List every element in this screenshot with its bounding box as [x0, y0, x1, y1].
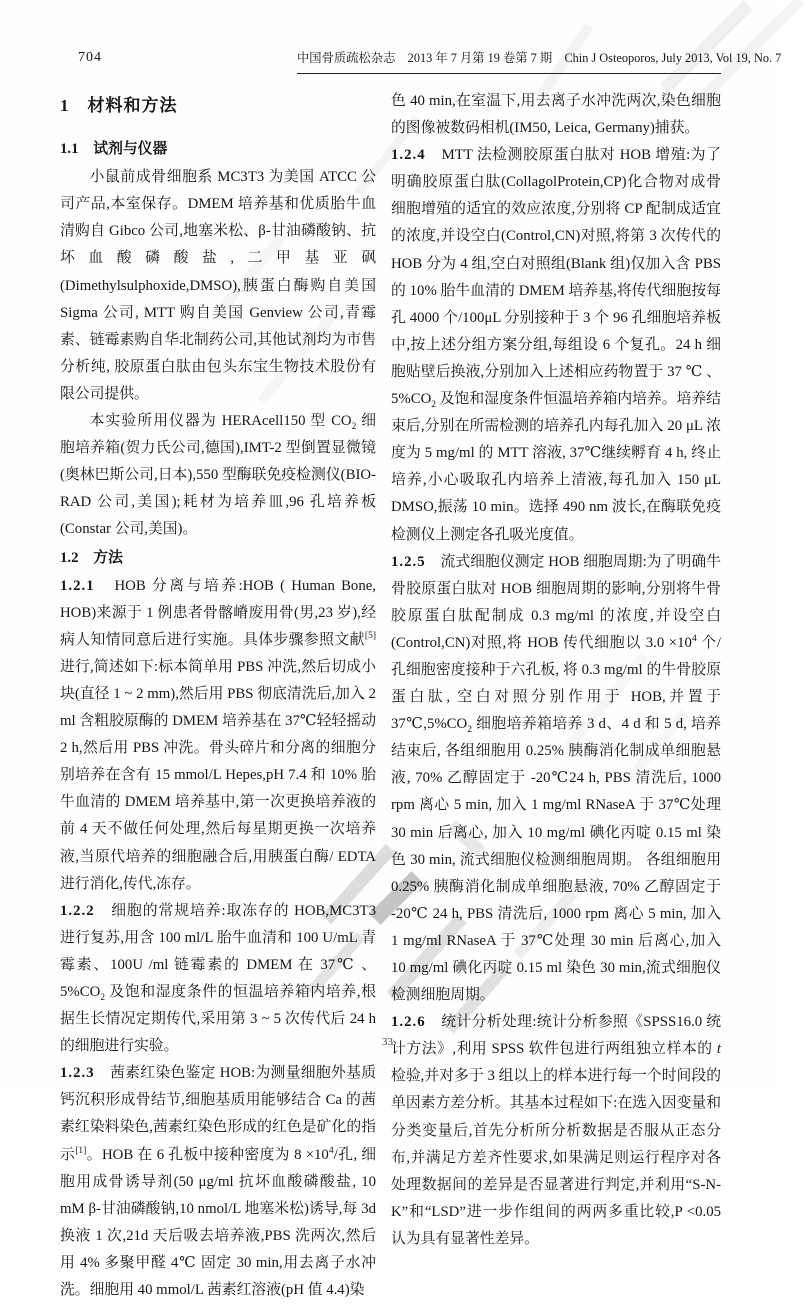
watermark-stroke — [660, 1, 753, 94]
left-column — [60, 88, 376, 1299]
page-number: 704 — [78, 50, 102, 65]
scan-page-number: 33 — [382, 1036, 393, 1048]
paragraph-number: 1.2.5 — [391, 553, 426, 570]
paragraph: 本实验所用仪器为 HERAcell150 型 $CO_2$ 细胞培养箱(贺力氏公司,德国),IMT-2 型倒置显微镜(奥林巴斯公司,日本),550 型酶联免疫检测仪(BIO-RAD 公司,美国);耗材为培养皿,96 孔培养板(Constar 公司,美国)。 — [60, 413, 376, 538]
numbered-paragraph: 1.2.3 茜素红染色鉴定 HOB:为测量细胞外基质钙沉积形成骨结节,细胞基质用能够结合 Ca 的茜素红染料染色,茜素红染色形成的红色是矿化的指示[1]。HOB 在 6 孔板中接种密度为 $8 \times 10^4/$孔, 细胞用成骨诱导剂(50 μg/ml 抗坏血酸磷酸盐, 10 mM β-甘油磷酸钠,10 nmol/L 地塞米松)诱导,每 3d 换液 1 次,21d 天后吸去培养液,PBS 洗两次,然后用 4% 多聚甲醛 4℃ 固定 30 min,用去离子水冲洗。细胞用 40 mmol/L 茜素红溶液(pH 值 4.4)染 — [60, 1065, 376, 1299]
paragraph-number: 1.2.2 — [60, 902, 95, 919]
paragraph: 小鼠前成骨细胞系 MC3T3 为美国 ATCC 公司产品,本室保存。DMEM 培养基和优质胎牛血清购自 Gibco 公司,地塞米松、β-甘油磷酸钠、抗坏血酸磷酸盐,二甲基亚砜(Dimethylsulphoxide,DMSO),胰蛋白酶购自美国 Sigma 公司, MTT 购自美国 Genview 公司,青霉素、链霉素购自华北制药公司,其他试剂均为市售分析纯, 胶原蛋白肽由包头东宝生物技术股份有限公司提供。 — [60, 169, 376, 402]
paragraph-number: 1.2.6 — [391, 1014, 426, 1031]
numbered-paragraph: 1.2.6 统计分析处理:统计分析参照《SPSS16.0 统计方法》,利用 SPSS 软件包进行两组独立样本的 t 检验,并对多于 3 组以上的样本进行每一个时间段的单因素方差分析。其基本过程如下:在选入因变量和分类变量后,首先分析所分析数据是否服从正态分布,并满足方差齐性要求,如果满足则运行程序对各处理数据间的差异是否显著进行判定,并利用“S-N-K”和“LSD”进一步作组间的两两多重比较,P <0.05 认为具有显著性差异。 — [391, 1014, 721, 1247]
paragraph-number: 1.2.4 — [391, 147, 426, 164]
numbered-paragraph: 1.2.1 HOB 分离与培养:HOB ( Human Bone, HOB)来源于 1 例患者骨髂嵴废用骨(男,23 岁),经病人知情同意后进行实施。具体步骤参照文献[5]进行,简述如下:标本简单用 PBS 冲洗,然后切成小块(直径 1 ~ 2 mm),然后用 PBS 彻底清洗后,加入 2 ml 含粗胶原酶的 DMEM 培养基在 37℃轻轻摇动 2 h,然后用 PBS 冲洗。骨头碎片和分离的细胞分别培养在含有 15 mmol/L Hepes,pH 7.4 和 10% 胎牛血清的 DMEM 培养基中,第一次更换培养液的前 4 天不做任何处理,然后每星期更换一次培养液,当原代培养的细胞融合后,用胰蛋白酶/ EDTA 进行消化,传代,冻存。 — [60, 577, 376, 892]
numbered-paragraph: 1.2.2 细胞的常规培养:取冻存的 HOB,MC3T3 进行复苏,用含 100 ml/L 胎牛血清和 100 U/mL 青霉素、100U /ml 链霉素的 DMEM 在 37℃ 、$5\%CO_2$ 及饱和湿度条件的恒温培养箱内培养,根据生长情况定期传代,采用第 3 ~ 5 次传代后 24 h 的细胞进行实验。 — [60, 902, 376, 1055]
paragraph: 色 40 min,在室温下,用去离子水冲洗两次,染色细胞的图像被数码相机(IM50, Leica, Germany)捕获。 — [391, 93, 721, 137]
right-column — [391, 88, 722, 1247]
paragraph-number: 1.2.3 — [60, 1065, 95, 1082]
journal-header: 中国骨质疏松杂志 2013 年 7 月第 19 卷第 7 期 Chin J Osteoporos, July 2013, Vol 19, No. 7 — [297, 48, 721, 74]
subsection-heading: 1.1 试剂与仪器 — [60, 141, 168, 158]
section-heading: 1 材料和方法 — [60, 96, 178, 115]
numbered-paragraph: 1.2.4 MTT 法检测胶原蛋白肽对 HOB 增殖:为了明确胶原蛋白肽(CollagolProtein,CP)化合物对成骨细胞增殖的适宜的效应浓度,分别将 CP 配制成适宜的浓度,并设空白(Control,CN)对照,将第 3 次传代的 HOB 分为 4 组,空白对照组(Blank 组)仅加入含 PBS 的 10% 胎牛血清的 DMEM 培养基,将传代细胞按每孔 4000 个/100μL 分别接种于 3 个 96 孔细胞培养板中,按上述分组方案分组,每组设 6 个复孔。24 h 细胞贴壁后换液,分别加入上述相应药物置于 37 ℃ 、$5\%CO_2$ 及饱和湿度条件恒温培养箱内培养。培养结束后,分别在所需检测的培养孔内每孔加入 20 μL 浓度为 5 mg/ml 的 MTT 溶液, 37℃继续孵育 4 h, 终止培养,小心吸取孔内培养上清液,每孔加入 150 μL DMSO,振荡 10 min。选择 490 nm 波长,在酶联免疫检测仪上测定各孔吸光度值。 — [391, 147, 721, 543]
numbered-paragraph: 1.2.5 流式细胞仪测定 HOB 细胞周期:为了明确牛骨胶原蛋白肽对 HOB 细胞周期的影响,分别将牛骨胶原蛋白肽配制成 0.3 mg/ml 的浓度,并设空白(Control,CN)对照,将 HOB 传代细胞以 $3.0 \times 10^4$ 个/孔细胞密度接种于六孔板, 将 0.3 mg/ml 的牛骨胶原蛋白肽, 空白对照分别作用于 HOB,并置于 $37℃,5\%CO_2$ 细胞培养箱培养 3 d、4 d 和 5 d, 培养结束后, 各组细胞用 0.25% 胰酶消化制成单细胞悬液, 70% 乙醇固定于 -20℃24 h, PBS 清洗后, 1000 rpm 离心 5 min, 加入 1 mg/ml RNaseA 于 37℃处理 30 min 后离心, 加入 10 mg/ml 碘化丙啶 0.15 ml 染色 30 min, 流式细胞仪检测细胞周期。 各组细胞用 0.25% 胰酶消化制成单细胞悬液, 70% 乙醇固定于 -20℃ 24 h, PBS 清洗后, 1000 rpm 离心 5 min, 加入 1 mg/ml RNaseA 于 37℃处理 30 min 后离心,加入 10 mg/ml 碘化丙啶 0.15 ml 染色 30 min,流式细胞仪检测细胞周期。 — [391, 553, 722, 1004]
subsection-heading: 1.2 方法 — [60, 549, 123, 566]
paragraph-number: 1.2.1 — [60, 577, 95, 594]
